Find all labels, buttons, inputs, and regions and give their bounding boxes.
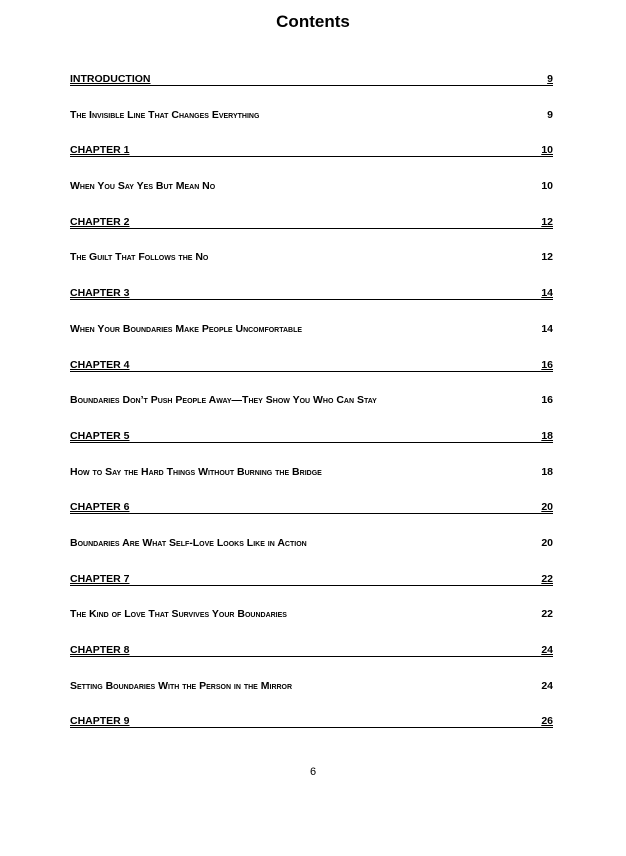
toc-entry-label[interactable]: CHAPTER 8 — [70, 644, 130, 656]
toc-entry-page[interactable]: 12 — [541, 251, 553, 264]
toc-entry-page[interactable]: 22 — [541, 608, 553, 621]
toc-entry-chapter-8[interactable] — [70, 642, 553, 678]
toc-entry-label[interactable]: Boundaries Are What Self-Love Looks Like in Action — [70, 536, 307, 549]
toc-entry-introduction[interactable] — [70, 71, 553, 107]
toc-entry-label[interactable]: Boundaries Don’t Push People Away—They Show You Who Can Stay — [70, 394, 377, 407]
toc-entry-chapter-3[interactable] — [70, 285, 553, 321]
page-number: 6 — [309, 766, 317, 778]
toc-entry-page[interactable]: 18 — [541, 429, 553, 442]
toc-entry-chapter-9[interactable] — [70, 713, 553, 749]
toc-entry-label[interactable]: Setting Boundaries With the Person in the Mirror — [70, 679, 293, 692]
toc-entry-chapter-4[interactable] — [70, 357, 553, 393]
page-title: Contents — [276, 12, 350, 31]
toc-entry-label[interactable]: CHAPTER 2 — [70, 215, 130, 228]
toc-entry-page[interactable]: 16 — [541, 394, 553, 407]
toc-entry-section[interactable] — [70, 606, 553, 642]
toc-entry-page[interactable]: 24 — [541, 644, 553, 656]
toc-entry-page[interactable]: 20 — [541, 536, 553, 549]
toc-entry-page[interactable]: 22 — [541, 572, 553, 585]
toc-entry-label[interactable]: CHAPTER 1 — [70, 144, 130, 157]
toc-entry-label[interactable]: CHAPTER 4 — [70, 358, 130, 371]
toc-entry-page[interactable]: 12 — [541, 215, 553, 228]
toc-entry-page[interactable]: 16 — [541, 358, 553, 371]
toc-entry-page[interactable]: 14 — [541, 322, 553, 335]
toc-entry-page[interactable]: 24 — [541, 679, 553, 692]
toc-entry-chapter-7[interactable] — [70, 571, 553, 607]
toc-entry-label[interactable]: CHAPTER 3 — [70, 287, 130, 300]
toc-entry-page[interactable]: 14 — [541, 287, 553, 300]
toc-entry-chapter-2[interactable] — [70, 214, 553, 250]
toc-entry-section[interactable] — [70, 464, 553, 500]
toc-entry-label[interactable]: The Invisible Line That Changes Everything — [70, 108, 260, 121]
toc-entry-section[interactable] — [70, 107, 553, 143]
toc-entry-section[interactable] — [70, 392, 553, 428]
toc-entry-chapter-6[interactable] — [70, 499, 553, 535]
toc-entry-label[interactable]: CHAPTER 5 — [70, 429, 130, 442]
toc-entry-page[interactable]: 18 — [541, 465, 553, 478]
toc-entry-page[interactable]: 9 — [547, 108, 553, 121]
toc-entry-label[interactable]: The Guilt That Follows the No — [70, 251, 209, 264]
toc-entry-label[interactable]: When Your Boundaries Make People Uncomfortable — [70, 322, 303, 335]
toc-entry-chapter-5[interactable] — [70, 428, 553, 464]
toc-entry-section[interactable] — [70, 178, 553, 214]
toc-entry-page[interactable]: 10 — [541, 180, 553, 193]
toc-entry-label[interactable]: When You Say Yes But Mean No — [70, 180, 216, 193]
toc-entry-chapter-1[interactable] — [70, 142, 553, 178]
table-of-contents — [70, 71, 553, 749]
toc-entry-section[interactable] — [70, 321, 553, 357]
toc-entry-label[interactable]: CHAPTER 6 — [70, 501, 130, 514]
toc-entry-section[interactable] — [70, 249, 553, 285]
toc-entry-page[interactable]: 26 — [541, 715, 553, 728]
toc-entry-page[interactable]: 10 — [541, 144, 553, 157]
toc-entry-label[interactable]: The Kind of Love That Survives Your Boundaries — [70, 608, 287, 621]
toc-entry-section[interactable] — [70, 535, 553, 571]
toc-entry-label[interactable]: INTRODUCTION — [70, 73, 151, 85]
toc-entry-section[interactable] — [70, 678, 553, 714]
toc-entry-label[interactable]: CHAPTER 9 — [70, 715, 130, 728]
toc-entry-page[interactable]: 20 — [541, 501, 553, 514]
toc-entry-label[interactable]: How to Say the Hard Things Without Burning the Bridge — [70, 465, 322, 478]
toc-entry-page[interactable]: 9 — [547, 73, 553, 85]
toc-entry-label[interactable]: CHAPTER 7 — [70, 572, 130, 585]
